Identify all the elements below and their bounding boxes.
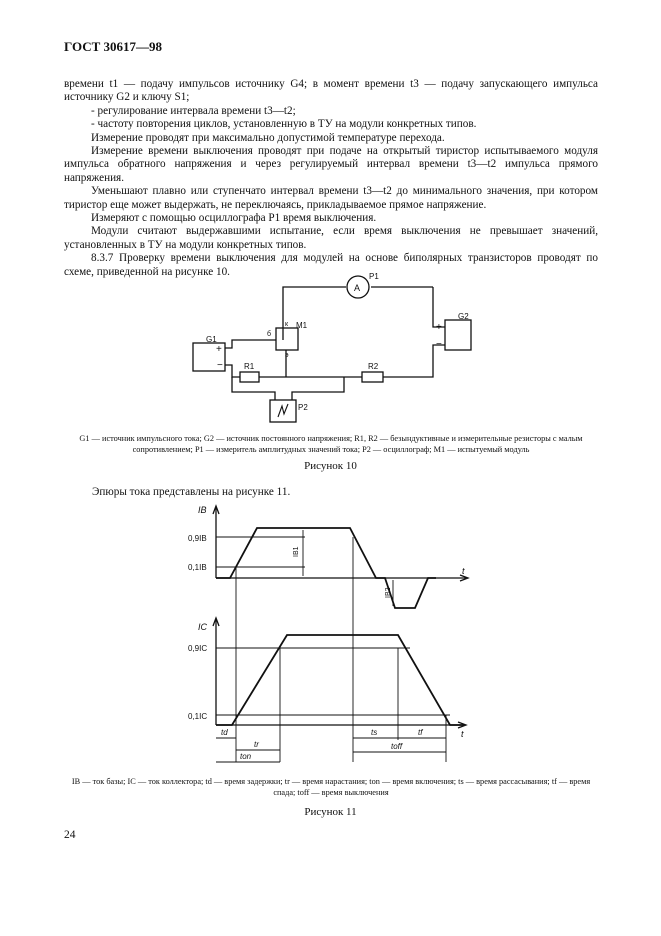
ib1-label: IB1 <box>293 546 300 557</box>
paragraph: Измерение проводят при максимально допустимой температуре перехода. <box>91 131 445 144</box>
figure-11-intro: Эпюры тока представлены на рисунке 11. <box>92 486 291 498</box>
figure-11-caption: IB — ток базы; IC — ток коллектора; td — время задержки; tr — время нарастания; ton — время включения; ts — время рассасывания; tf — время спада; toff — время выключения <box>71 777 591 797</box>
base-label: б <box>267 331 272 338</box>
g1-label: G1 <box>206 335 217 344</box>
ammeter-letter: A <box>354 283 361 293</box>
oscilloscope-trace-icon <box>278 404 288 417</box>
g1-minus: − <box>217 360 223 371</box>
r1-label: R1 <box>244 362 255 371</box>
ib2-label: IB2 <box>385 587 392 598</box>
wire <box>225 340 276 348</box>
ts-label: ts <box>371 728 378 737</box>
figure-10-circuit <box>193 272 471 422</box>
td-label: td <box>221 728 228 737</box>
emitter-label: э <box>285 352 289 359</box>
wire <box>433 287 445 327</box>
wire <box>292 377 344 400</box>
ib-waveform <box>216 528 436 608</box>
paragraph: Уменьшают плавно или ступенчато интервал времени t3—t2 до минимального значения, при котором тиристор еще может выдержать, не переключаясь, прикладываемое прямое напряжение. <box>64 185 598 211</box>
paragraph: Измерение времени выключения проводят при подаче на открытый тиристор испытываемого модуля импульса обратного напряжения и через регулируемый интервал времени t3—t2 импульса прямого напряжения. <box>64 145 598 184</box>
paragraph: 8.3.7 Проверку времени выключения для модулей на основе биполярных транзисторов проводят по схеме, приведенной на рисунке 10. <box>64 252 598 278</box>
ic01-label: 0,1IC <box>188 712 208 721</box>
figure-10-caption: G1 — источник импульсного тока; G2 — источник постоянного напряжения; R1, R2 — безындуктивные и измерительные резисторы с малым сопротивлением; P1 — измеритель амплитудных значений тока; P2 — осциллограф; M1 — испытуемый модуль <box>79 434 583 454</box>
module-m1 <box>276 328 298 350</box>
paragraph: - регулирование интервала времени t3—t2; <box>91 104 296 117</box>
ib-axis-label: IB <box>198 505 207 515</box>
ic09-label: 0,9IC <box>188 644 208 653</box>
wire <box>283 287 346 340</box>
r2-label: R2 <box>368 362 379 371</box>
ic-axis-label: IC <box>198 622 207 632</box>
paragraph: времени t1 — подачу импульсов источнику G4; в момент времени t3 — подачу запускающего импульса источнику G2 и ключу S1; <box>64 78 598 104</box>
document-header: ГОСТ 30617—98 <box>64 39 163 54</box>
ic-waveform <box>216 635 464 725</box>
ib01-label: 0,1IB <box>188 563 207 572</box>
toff-label: toff <box>391 742 403 751</box>
ton-label: ton <box>240 752 252 761</box>
resistor-r2 <box>362 372 383 382</box>
g2-plus: + <box>436 322 442 333</box>
page-number: 24 <box>64 829 76 841</box>
wire <box>232 377 275 400</box>
figure-11-waveforms <box>188 505 468 762</box>
ic-t-label: t <box>461 729 464 739</box>
source-g2 <box>445 320 471 350</box>
resistor-r1 <box>240 372 259 382</box>
t-axis-label: t <box>462 566 465 576</box>
m1-label: M1 <box>296 321 308 330</box>
tf-label: tf <box>418 728 423 737</box>
p2-label: P2 <box>298 403 308 412</box>
wire <box>225 365 240 377</box>
paragraph: Модули считают выдержавшими испытание, если время выключения не превышает значений, установленных в ТУ на модули конкретных типов. <box>64 225 598 251</box>
g1-plus: + <box>216 344 222 355</box>
ib09-label: 0,9IB <box>188 534 207 543</box>
tr-label: tr <box>254 740 259 749</box>
paragraph: Измеряют с помощью осциллографа P1 время выключения. <box>91 212 377 225</box>
collector-label: к <box>285 321 289 328</box>
paragraph: - частоту повторения циклов, установленную в ТУ на модули конкретных типов. <box>91 118 477 131</box>
g2-minus: − <box>436 339 442 350</box>
figure-10-label: Рисунок 10 <box>304 460 357 472</box>
figure-11-label: Рисунок 11 <box>304 806 357 818</box>
p1-label: P1 <box>369 272 379 281</box>
g2-label: G2 <box>458 312 469 321</box>
